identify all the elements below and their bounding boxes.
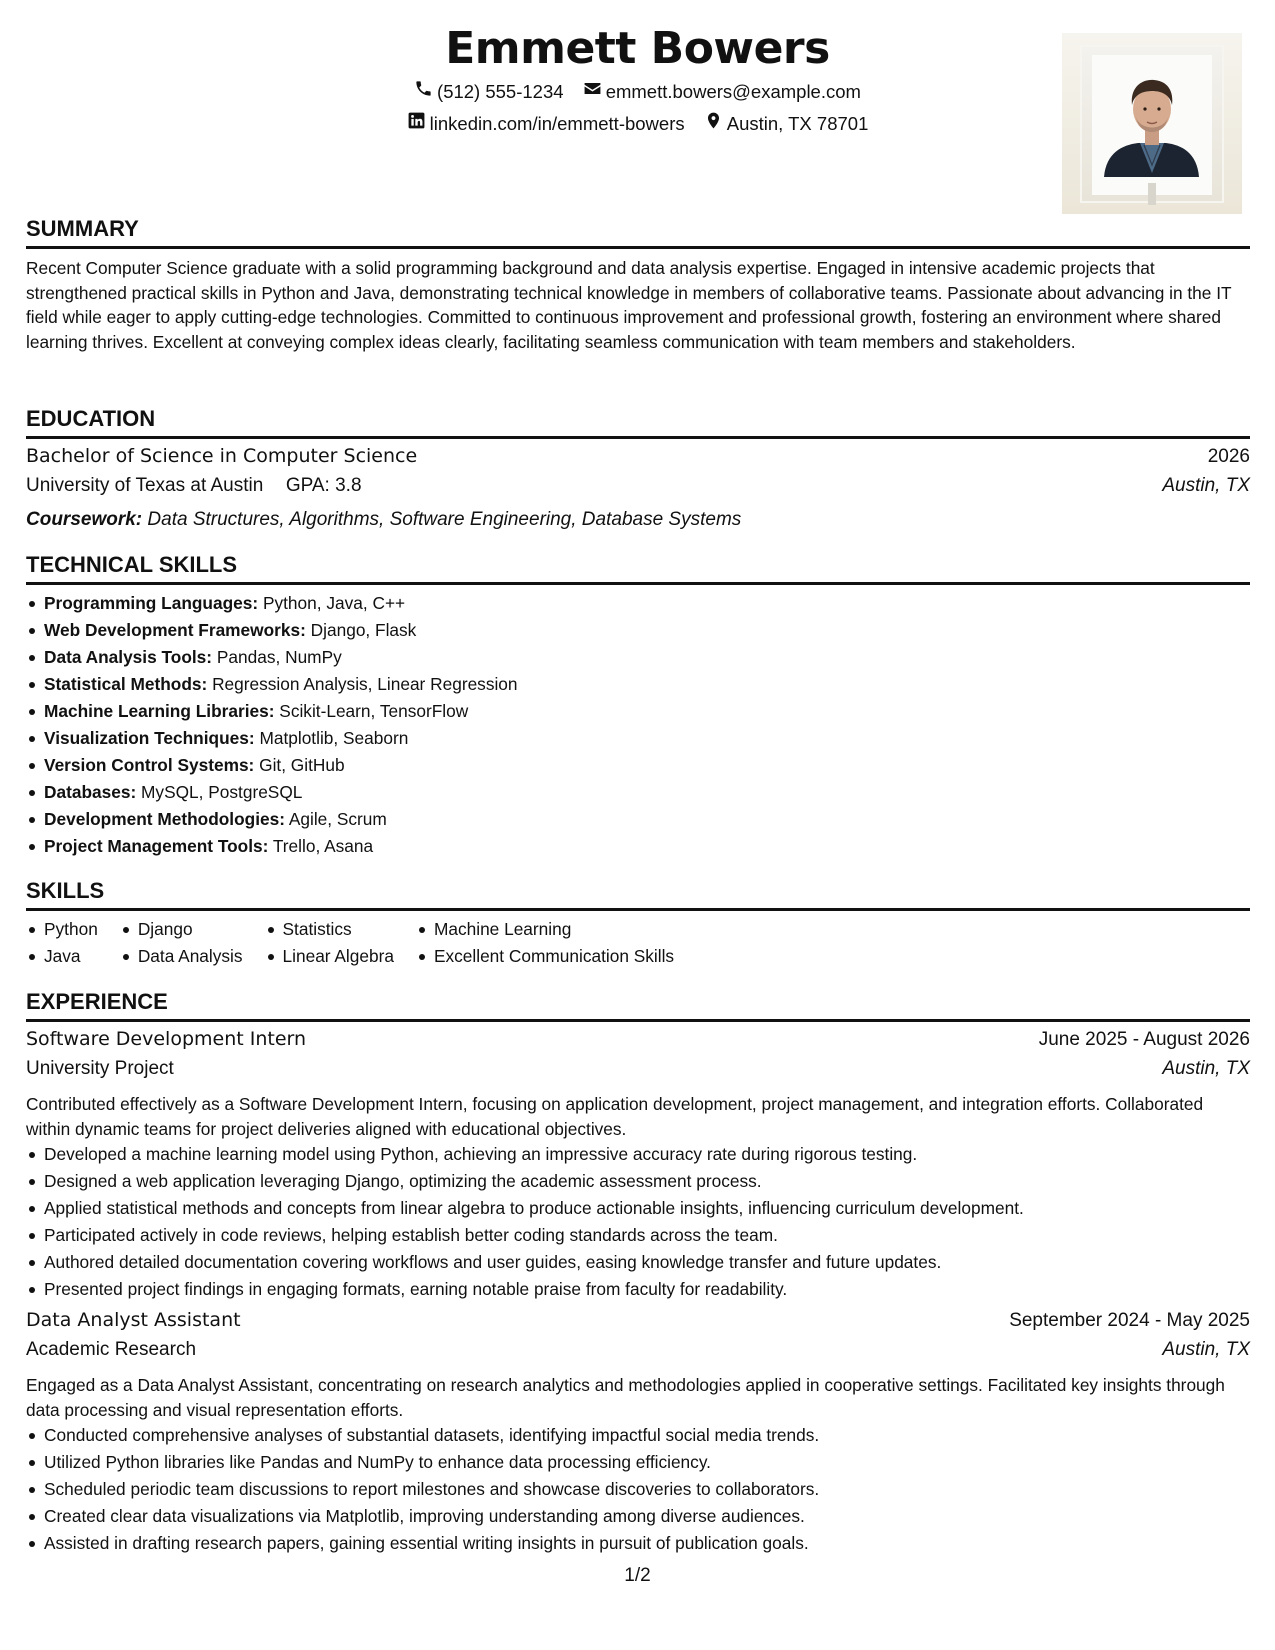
- profile-photo: [1062, 33, 1242, 214]
- list-item: Programming Languages: Python, Java, C++: [26, 590, 1250, 617]
- degree-title: Bachelor of Science in Computer Science: [26, 445, 418, 467]
- list-item: Data Analysis: [120, 943, 243, 970]
- coursework-label: Coursework:: [26, 509, 143, 530]
- list-item: Utilized Python libraries like Pandas and NumPy to enhance data processing efficiency.: [26, 1449, 1250, 1476]
- job-subheader: [26, 1339, 1250, 1369]
- list-item: Excellent Communication Skills: [416, 943, 674, 970]
- technical-skills-section: [26, 551, 1250, 860]
- skills-column: [26, 916, 98, 970]
- skills-column: [265, 916, 394, 970]
- technical-skills-list: [26, 590, 1250, 860]
- education-row-2: [26, 475, 1250, 505]
- summary-text: Recent Computer Science graduate with a solid programming background and data analysis expertise. Engaged in intensive academic projects that strengthened practical skills in Python and Java, demonstrating technical knowledge in members of collaborative teams. Passionate about advancing in the IT field while eager to apply cutting-edge technologies. Committed to continuous improvement and professional growth, fostering an environment where shared learning thrives. Excellent at conveying complex ideas clearly, facilitating seamless communication with team members and stakeholders.: [26, 258, 1232, 352]
- job-title: Software Development Intern: [26, 1028, 307, 1050]
- job-subheader: [26, 1058, 1250, 1088]
- list-item: Designed a web application leveraging Django, optimizing the academic assessment process.: [26, 1168, 1250, 1195]
- list-item: Developed a machine learning model using Python, achieving an impressive accuracy rate during rigorous testing.: [26, 1141, 1250, 1168]
- job-dates: June 2025 - August 2026: [1038, 1029, 1250, 1050]
- school-location: Austin, TX: [1162, 475, 1250, 496]
- coursework-list: Data Structures, Algorithms, Software Engineering, Database Systems: [147, 509, 742, 530]
- phone-icon: [414, 76, 433, 108]
- job-summary: Contributed effectively as a Software Development Intern, focusing on application development, project management, and integration efforts. Collaborated within dynamic teams for project deliveries aligned with educational objectives.: [26, 1094, 1204, 1139]
- email-text: emmett.bowers@example.com: [605, 81, 861, 102]
- graduation-year: 2026: [1207, 446, 1250, 467]
- list-item: Linear Algebra: [265, 943, 394, 970]
- section-divider: [26, 1019, 1250, 1022]
- phone-contact: [414, 76, 564, 108]
- job-dates: September 2024 - May 2025: [1009, 1310, 1250, 1331]
- section-divider: [26, 436, 1250, 439]
- list-item: Databases: MySQL, PostgreSQL: [26, 779, 1250, 806]
- job-header: [26, 1309, 1250, 1339]
- summary-heading: SUMMARY: [26, 216, 139, 241]
- education-row-1: [26, 445, 1250, 475]
- section-divider: [26, 582, 1250, 585]
- job-location: Austin, TX: [1162, 1339, 1250, 1360]
- skills-column: [120, 916, 243, 970]
- page-number: 1/2: [624, 1565, 651, 1586]
- job-entry: [26, 1028, 1250, 1303]
- experience-section: [26, 988, 1250, 1557]
- list-item: Java: [26, 943, 98, 970]
- experience-heading: EXPERIENCE: [26, 989, 168, 1014]
- email-contact[interactable]: [583, 76, 861, 108]
- list-item: Applied statistical methods and concepts from linear algebra to produce actionable insights, influencing curriculum development.: [26, 1195, 1250, 1222]
- envelope-icon: [583, 76, 602, 108]
- job-header: [26, 1028, 1250, 1058]
- list-item: Web Development Frameworks: Django, Flask: [26, 617, 1250, 644]
- list-item: Statistical Methods: Regression Analysis, Linear Regression: [26, 671, 1250, 698]
- phone-text: (512) 555-1234: [437, 81, 564, 102]
- list-item: Machine Learning: [416, 916, 674, 943]
- job-location: Austin, TX: [1162, 1058, 1250, 1079]
- linkedin-icon: [407, 108, 426, 140]
- technical-skills-heading: TECHNICAL SKILLS: [26, 552, 238, 577]
- job-organization: University Project: [26, 1058, 174, 1079]
- linkedin-text: linkedin.com/in/emmett-bowers: [429, 113, 685, 134]
- skills-section: [26, 877, 1250, 970]
- skills-grid: [26, 916, 1250, 970]
- coursework-line: [26, 505, 1250, 535]
- list-item: Scheduled periodic team discussions to report milestones and showcase discoveries to collaborators.: [26, 1476, 1250, 1503]
- candidate-name: Emmett Bowers: [445, 23, 830, 74]
- list-item: Assisted in drafting research papers, gaining essential writing insights in pursuit of publication goals.: [26, 1530, 1250, 1557]
- education-heading: EDUCATION: [26, 406, 156, 431]
- list-item: Presented project findings in engaging formats, earning notable praise from faculty for readability.: [26, 1276, 1250, 1303]
- list-item: Machine Learning Libraries: Scikit-Learn, TensorFlow: [26, 698, 1250, 725]
- job-bullets: [26, 1422, 1250, 1557]
- school-name: University of Texas at Austin: [26, 475, 264, 496]
- location-contact: [704, 108, 869, 140]
- list-item: Visualization Techniques: Matplotlib, Seaborn: [26, 725, 1250, 752]
- list-item: Development Methodologies: Agile, Scrum: [26, 806, 1250, 833]
- job-entry: [26, 1309, 1250, 1557]
- job-summary: Engaged as a Data Analyst Assistant, concentrating on research analytics and methodologies applied in cooperative settings. Facilitated key insights through data processing and visual representation efforts.: [26, 1375, 1225, 1420]
- school-info: [26, 475, 362, 497]
- summary-section: [26, 215, 1250, 354]
- list-item: Data Analysis Tools: Pandas, NumPy: [26, 644, 1250, 671]
- skills-column: [416, 916, 674, 970]
- section-divider: [26, 246, 1250, 249]
- job-title: Data Analyst Assistant: [26, 1309, 241, 1331]
- list-item: Conducted comprehensive analyses of substantial datasets, identifying impactful social media trends.: [26, 1422, 1250, 1449]
- job-organization: Academic Research: [26, 1339, 197, 1360]
- gpa: GPA: 3.8: [285, 475, 362, 496]
- list-item: Version Control Systems: Git, GitHub: [26, 752, 1250, 779]
- job-bullets: [26, 1141, 1250, 1303]
- list-item: Django: [120, 916, 243, 943]
- section-divider: [26, 908, 1250, 911]
- education-section: [26, 405, 1250, 535]
- list-item: Participated actively in code reviews, helping establish better coding standards across the team.: [26, 1222, 1250, 1249]
- list-item: Created clear data visualizations via Matplotlib, improving understanding among diverse audiences.: [26, 1503, 1250, 1530]
- list-item: Python: [26, 916, 98, 943]
- list-item: Project Management Tools: Trello, Asana: [26, 833, 1250, 860]
- map-pin-icon: [704, 108, 723, 140]
- linkedin-contact[interactable]: [407, 108, 685, 140]
- list-item: Statistics: [265, 916, 394, 943]
- skills-heading: SKILLS: [26, 878, 105, 903]
- location-text: Austin, TX 78701: [726, 113, 869, 134]
- list-item: Authored detailed documentation covering workflows and user guides, easing knowledge transfer and future updates.: [26, 1249, 1250, 1276]
